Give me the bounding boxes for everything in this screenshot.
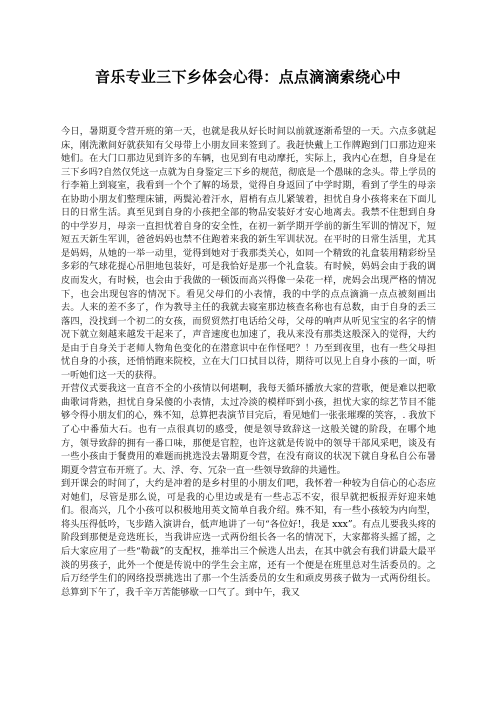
document-body [61, 125, 436, 599]
paragraph: 开营仪式要我这一直音不全的小孩情以何堪啊，我每天循环播放大家的营歌，便是难以把歌曲歌词背熟，担忧自身呆傻的小表情，太过冷淡的模样吓到小孩，担忧大家的综艺节目不能够令得小朋友们的心，殊不知，总算把表演节目完后，看见她们一张张璀璨的笑容，. 我放下了心中番茄大石。也有一点很真切的感受，便是领导致辞这一这般关键的阶段，在哪个地方，领导致辞的拥有一番口味，那便是官腔，也许这就是传说中的领导干部风采吧，谈及有一些小孩由于餐费用的难题而挑选没去暑期夏令营，在没有商议的状况下就自身私自公布暑期夏令营宣布开班了。大、浮、夸、冗杂一直一些领导致辞的共通性。 [61, 383, 436, 476]
paragraph: 到开课会的时间了，大约是冲着的是乡村里的小朋友们吧，我怀着一种较为自信心的心态应对她们，尽管是那么说，可是我的心里边或是有一些忐忑不安，很早就把板报弄好迎来她们。很高兴，几个小孩可以积极地用英文简单自我介绍。殊不知，有一些小孩较为内向型，将头压得低吟，飞步踏入演讲台，低声地讲了一句“各位好!，我是 xxx”。有点儿要我头疼的阶段到那便是竞选班长，当我讲应选一式两份组长各一名的情况下，大家都将头摇了摇，之后大家应用了一些“勒裁”的支配权，推举出三个候选人出去，在其中就会有我们讲最大最平淡的男孩子，此外一个便是传说中的学生会主席，还有一个便是在班里总对生活委员的。之后万经学生们的网络投票挑选出了那一个生活委员的女生和顽皮男孩子做为一式两份组长。总算到下午了，我千辛万苦能够歇一口气了。到中午，我又 [61, 478, 436, 598]
page-title: 音乐专业三下乡体会心得：点点滴滴索绕心中 [94, 68, 401, 86]
paragraph: 今日，暑期夏令营开班的第一天，也就是我从好长时间以前就逐渐希望的一天。六点多就起床，刚洗漱间好就获知有父母带上小朋友回来签到了。我赶快戴上工作牌跑到门口那边迎来她们。在大门口那边见到许多的车辆，也见到有电动摩托，实际上，我内心在想，自身是在三下乡吗?自然仅凭这一点就为自身鉴定三下乡的规范，彻底是一个愚昧的念头。带上学员的行李箱上到寝室，我看到一个个了解的场景，觉得自身返回了中学时期，看到了学生的母亲在协助小朋友们整理床铺，两鬓沁着汗水，眉梢有点儿紧皱着，担忧自身小孩将来在下面儿日的日常生活。真至见到自身的小孩把全部的物品安装好才安心地离去。我禁不住想到自身的中学岁月，母亲一直担忧着自身的安全性，在初一新学期开学前的新生军训的情况下，短短五天新生军训，爸爸妈妈也禁不住跑着来我的新生军训状况。在平时的日常生活里，尤其是妈妈，从她的一举一动里，觉得到她对于我那类关心，如同一个精致的礼盒装用精彩纷呈多彩的气球花提心吊胆地包装好，可是我恰好是那一个礼盒装。有时候，妈妈会由于我的调皮而发火，有时候，也会由于我做的一顿饭而高兴得像一朵花一样，虎妈会出现严格的情况下，也会出现包容的情况下。看见父母们的小表情，我的中学的点点滴滴一点点被刻画出去。人来的差不多了，作为教导主任的我就去寝室那边核查名称也有总数，由于自身的丢三落四，没找到一个初二的女孩，而贸贸然打电话给父母，父母的响声从听见宝宝的名字的情况下就立刻越来越发干起来了，声音速度也加速了，我从来没有那类这般深入的觉得，大约是由于自身关于老师人物角色变化的在潜意识中在作怪吧？！乃至到夜里，也有一些父母担忧自身的小孩，还悄悄跑来院校，立在大门口拭目以待，期待可以见上自身小孩的一面，听一听她们这一天的获得。 [61, 126, 436, 381]
